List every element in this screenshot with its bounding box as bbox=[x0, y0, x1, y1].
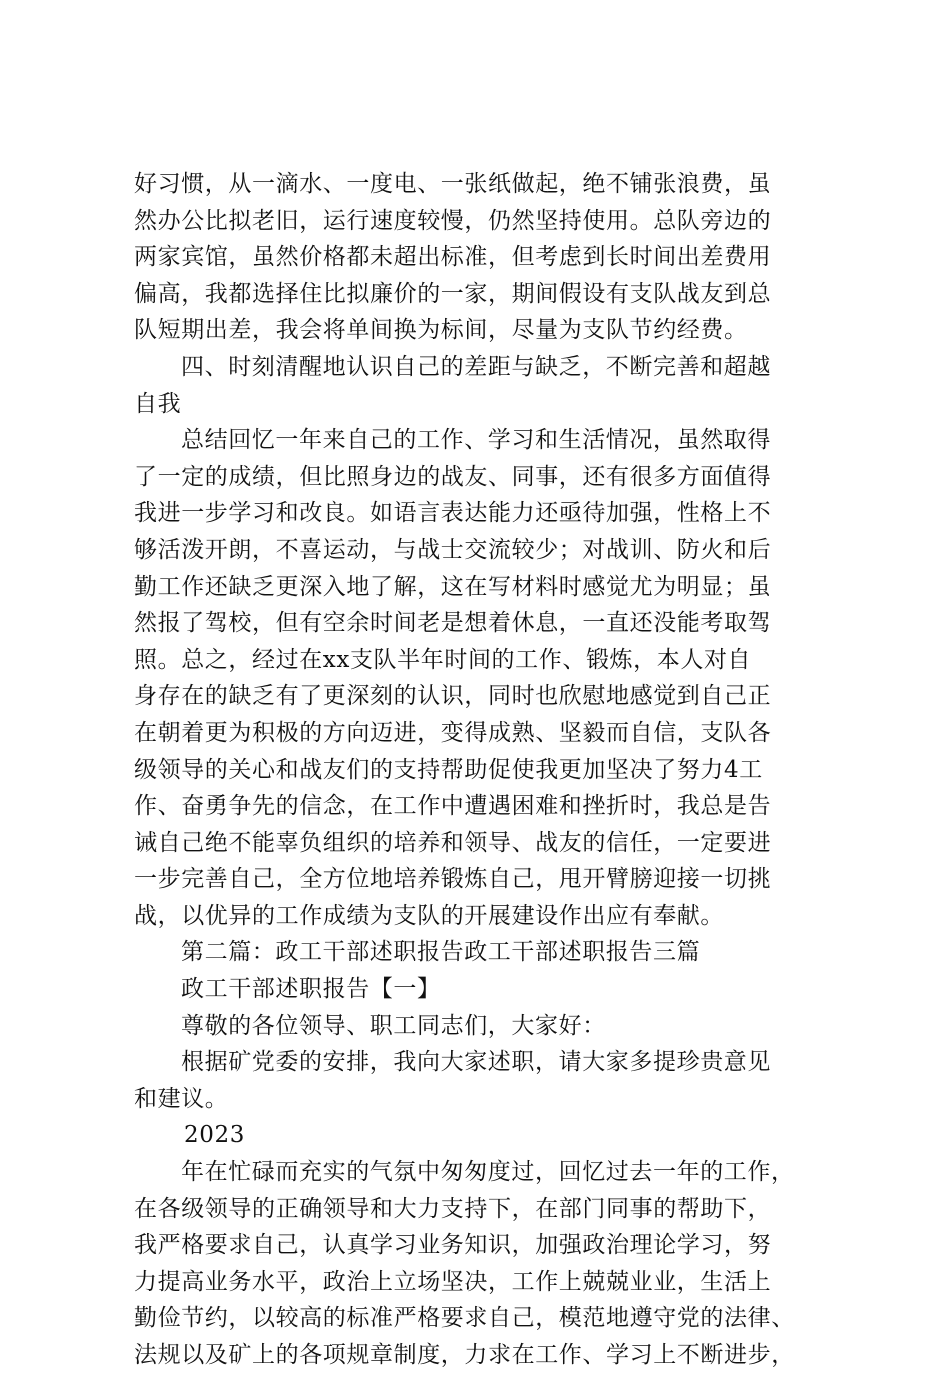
text-line: 在朝着更为积极的方向迈进，变得成熟、坚毅而自信，支队各 bbox=[134, 719, 772, 746]
text-line: 勤俭节约，以较高的标准严格要求自己，模范地遵守党的法律、 bbox=[134, 1305, 795, 1332]
text-line: 偏高，我都选择住比拟廉价的一家，期间假设有支队战友到总 bbox=[134, 280, 772, 307]
text-line: 一步完善自己，全方位地培养锻炼自己，甩开臂膀迎接一切挑 bbox=[134, 866, 772, 893]
text-line: 然报了驾校，但有空余时间老是想着休息，一直还没能考取驾 bbox=[134, 610, 772, 637]
text-line: 身存在的缺乏有了更深刻的认识，同时也欣慰地感觉到自己正 bbox=[134, 683, 772, 710]
text-line: 和建议。 bbox=[134, 1085, 229, 1112]
text-line: 两家宾馆，虽然价格都未超出标准，但考虑到长时间出差费用 bbox=[134, 244, 772, 271]
text-line: 力提高业务水平，政治上立场坚决，工作上兢兢业业，生活上 bbox=[134, 1268, 772, 1295]
text-line: 诫自己绝不能辜负组织的培养和领导、战友的信任，一定要进 bbox=[134, 829, 772, 856]
text-line: 我严格要求自己，认真学习业务知识，加强政治理论学习，努 bbox=[134, 1232, 772, 1259]
document-body bbox=[134, 166, 834, 1374]
text-line: 照。总之，经过在xx支队半年时间的工作、锻炼，本人对自 bbox=[134, 646, 752, 673]
text-line: 够活泼开朗，不喜运动，与战士交流较少；对战训、防火和后 bbox=[134, 536, 772, 563]
text-line: 法规以及矿上的各项规章制度，力求在工作、学习上不断进步， bbox=[134, 1342, 795, 1368]
text-line: 我进一步学习和改良。如语言表达能力还亟待加强，性格上不 bbox=[134, 500, 772, 527]
text-line: 好习惯，从一滴水、一度电、一张纸做起，绝不铺张浪费，虽 bbox=[134, 171, 772, 197]
text-line: 勤工作还缺乏更深入地了解，这在写材料时感觉尤为明显；虽 bbox=[134, 573, 772, 600]
text-line: 然办公比拟老旧，运行速度较慢，仍然坚持使用。总队旁边的 bbox=[134, 207, 772, 234]
text-line: 四、时刻清醒地认识自己的差距与缺乏，不断完善和超越 bbox=[181, 353, 771, 380]
text-line: 了一定的成绩，但比照身边的战友、同事，还有很多方面值得 bbox=[134, 463, 772, 490]
text-line: 自我 bbox=[134, 390, 182, 417]
text-line: 在各级领导的正确领导和大力支持下，在部门同事的帮助下， bbox=[134, 1195, 772, 1222]
text-line: 队短期出差，我会将单间换为标间，尽量为支队节约经费。 bbox=[134, 317, 748, 344]
text-line: 年在忙碌而充实的气氛中匆匆度过，回忆过去一年的工作， bbox=[181, 1159, 795, 1186]
text-line: 根据矿党委的安排，我向大家述职，请大家多提珍贵意见 bbox=[181, 1049, 771, 1076]
text-line: 尊敬的各位领导、职工同志们，大家好： bbox=[181, 1012, 606, 1039]
text-line: 作、奋勇争先的信念，在工作中遭遇困难和挫折时，我总是告 bbox=[134, 793, 772, 820]
text-line: 政工干部述职报告【一】 bbox=[181, 976, 441, 1003]
text-line: 战，以优异的工作成绩为支队的开展建设作出应有奉献。 bbox=[134, 902, 724, 929]
text-line: 级领导的关心和战友们的支持帮助促使我更加坚决了努力4工 bbox=[134, 756, 763, 783]
text-line: 第二篇：政工干部述职报告政工干部述职报告三篇 bbox=[181, 939, 701, 966]
text-line: 总结回忆一年来自己的工作、学习和生活情况，虽然取得 bbox=[181, 427, 771, 454]
text-line: 2023 bbox=[184, 1122, 245, 1149]
